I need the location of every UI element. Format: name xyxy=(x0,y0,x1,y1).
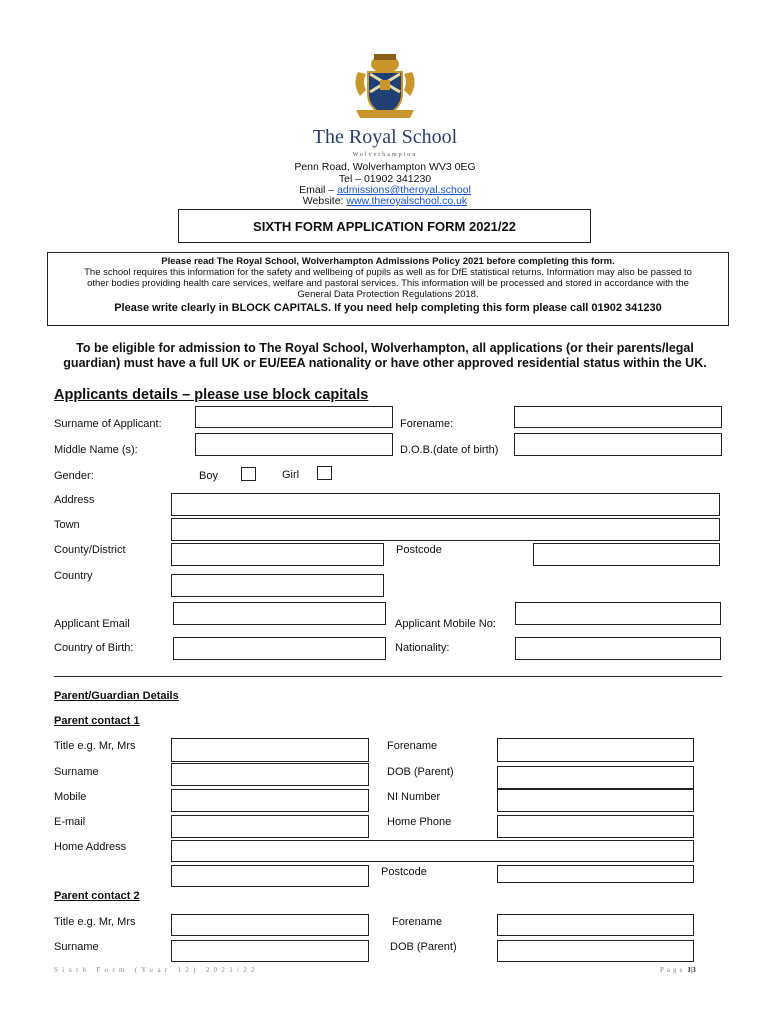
section-divider xyxy=(54,676,722,677)
dob-input[interactable] xyxy=(514,433,722,456)
website-label: Website: xyxy=(302,195,347,207)
notice-line2: The school requires this information for the safety and wellbeing of pupils as well as for DfE statistical returns. Information may also be passed to xyxy=(84,267,692,278)
postcode-label: Postcode xyxy=(396,544,442,556)
town-label: Town xyxy=(54,519,80,531)
footer-page xyxy=(660,964,696,977)
footer-page-num: 1 xyxy=(687,966,691,974)
notice-line3: other bodies providing health care services, welfare and pastoral services. This information will be processed and stored in accordance with the xyxy=(87,278,689,289)
birth-country-input[interactable] xyxy=(173,637,386,660)
parent-contact1-heading: Parent contact 1 xyxy=(54,715,140,727)
email-label: Email – xyxy=(299,184,338,196)
eligibility-line2: guardian) must have a full UK or EU/EEA nationality or have other approved residential status within the UK. xyxy=(63,356,707,370)
postcode-input[interactable] xyxy=(533,543,720,566)
p1-title-input[interactable] xyxy=(171,738,369,762)
girl-label: Girl xyxy=(282,469,300,481)
country-label: Country xyxy=(54,570,93,582)
p1-mobile-input[interactable] xyxy=(171,789,369,812)
parent-heading: Parent/Guardian Details xyxy=(54,690,179,702)
p1-postcode-input[interactable] xyxy=(497,865,694,883)
crest-icon xyxy=(350,50,420,122)
p2-title-input[interactable] xyxy=(171,914,369,936)
address-label: Address xyxy=(54,494,95,506)
gender-label: Gender: xyxy=(54,470,94,482)
girl-checkbox[interactable] xyxy=(317,466,332,480)
p2-surname-label: Surname xyxy=(54,941,99,953)
town-input[interactable] xyxy=(171,518,720,541)
p1-surname-input[interactable] xyxy=(171,763,369,786)
nationality-input[interactable] xyxy=(515,637,721,660)
school-tel: Tel – 01902 341230 xyxy=(338,173,432,185)
applicant-heading: Applicants details – please use block capitals xyxy=(54,387,369,403)
address-input[interactable] xyxy=(171,493,720,516)
p1-forename-input[interactable] xyxy=(497,738,694,762)
p1-home-phone-label: Home Phone xyxy=(387,816,452,828)
applicant-mobile-label: Applicant Mobile No: xyxy=(395,618,496,630)
p2-title-label: Title e.g. Mr, Mrs xyxy=(54,916,136,928)
p1-home-address-label: Home Address xyxy=(54,841,127,853)
p1-forename-label: Forename xyxy=(387,740,438,752)
p1-title-label: Title e.g. Mr, Mrs xyxy=(54,740,136,752)
footer-page-sep: | xyxy=(690,966,693,974)
forename-input[interactable] xyxy=(514,406,722,428)
dob-label: D.O.B.(date of birth) xyxy=(400,444,499,456)
school-name: The Royal School xyxy=(312,126,458,148)
boy-checkbox[interactable] xyxy=(241,467,256,481)
forename-label: Forename: xyxy=(400,418,454,430)
notice-box xyxy=(47,252,729,326)
p2-dob-input[interactable] xyxy=(497,940,694,962)
surname-label: Surname of Applicant: xyxy=(54,418,162,430)
notice-line4: General Data Protection Regulations 2018. xyxy=(297,289,479,300)
applicant-mobile-input[interactable] xyxy=(515,602,721,625)
eligibility-line1: To be eligible for admission to The Royal School, Wolverhampton, all applications (or their parents/legal xyxy=(76,341,694,355)
school-sub: Wolverhampton xyxy=(352,152,418,158)
school-crest-logo xyxy=(350,50,420,122)
county-input[interactable] xyxy=(171,543,384,566)
p2-forename-label: Forename xyxy=(392,916,443,928)
footer-left: Sixth Form (Year 12) 2021/22 xyxy=(54,966,259,974)
applicant-email-label: Applicant Email xyxy=(54,618,130,630)
birth-country-label: Country of Birth: xyxy=(54,642,134,654)
p1-dob-input[interactable] xyxy=(497,766,694,789)
notice-line1: Please read The Royal School, Wolverhampton Admissions Policy 2021 before completing this form. xyxy=(161,256,615,267)
footer-page-label: Page xyxy=(660,966,686,974)
p1-home-address-input[interactable] xyxy=(171,840,694,862)
surname-input[interactable] xyxy=(195,406,393,428)
middle-name-label: Middle Name (s): xyxy=(54,444,138,456)
middle-name-input[interactable] xyxy=(195,433,393,456)
notice-line5: Please write clearly in BLOCK CAPITALS. If you need help completing this form please call 01902 341230 xyxy=(114,302,662,314)
boy-label: Boy xyxy=(199,470,218,482)
p1-mobile-label: Mobile xyxy=(54,791,87,803)
p2-surname-input[interactable] xyxy=(171,940,369,962)
p1-home-phone-input[interactable] xyxy=(497,815,694,838)
p1-address-line2-input[interactable] xyxy=(171,865,369,887)
parent-contact2-heading: Parent contact 2 xyxy=(54,890,140,902)
p1-ni-input[interactable] xyxy=(497,789,694,812)
p1-postcode-label: Postcode xyxy=(381,866,427,878)
p1-dob-label: DOB (Parent) xyxy=(387,766,454,778)
website-link[interactable]: www.theroyalschool.co.uk xyxy=(346,195,468,207)
p1-ni-label: NI Number xyxy=(387,791,441,803)
p1-surname-label: Surname xyxy=(54,766,99,778)
nationality-label: Nationality: xyxy=(395,642,450,654)
country-input[interactable] xyxy=(171,574,384,597)
school-address: Penn Road, Wolverhampton WV3 0EG xyxy=(294,161,476,173)
p2-forename-input[interactable] xyxy=(497,914,694,936)
email-link[interactable]: admissions@theroyal.school xyxy=(337,184,471,196)
p2-dob-label: DOB (Parent) xyxy=(390,941,457,953)
form-title-box xyxy=(178,209,591,243)
county-label: County/District xyxy=(54,544,126,556)
form-title: SIXTH FORM APPLICATION FORM 2021/22 xyxy=(253,219,516,234)
footer-page-total: 3 xyxy=(692,966,696,974)
school-website-line xyxy=(235,195,535,207)
applicant-email-input[interactable] xyxy=(173,602,386,625)
p1-email-label: E-mail xyxy=(54,816,86,828)
p1-email-input[interactable] xyxy=(171,815,369,838)
